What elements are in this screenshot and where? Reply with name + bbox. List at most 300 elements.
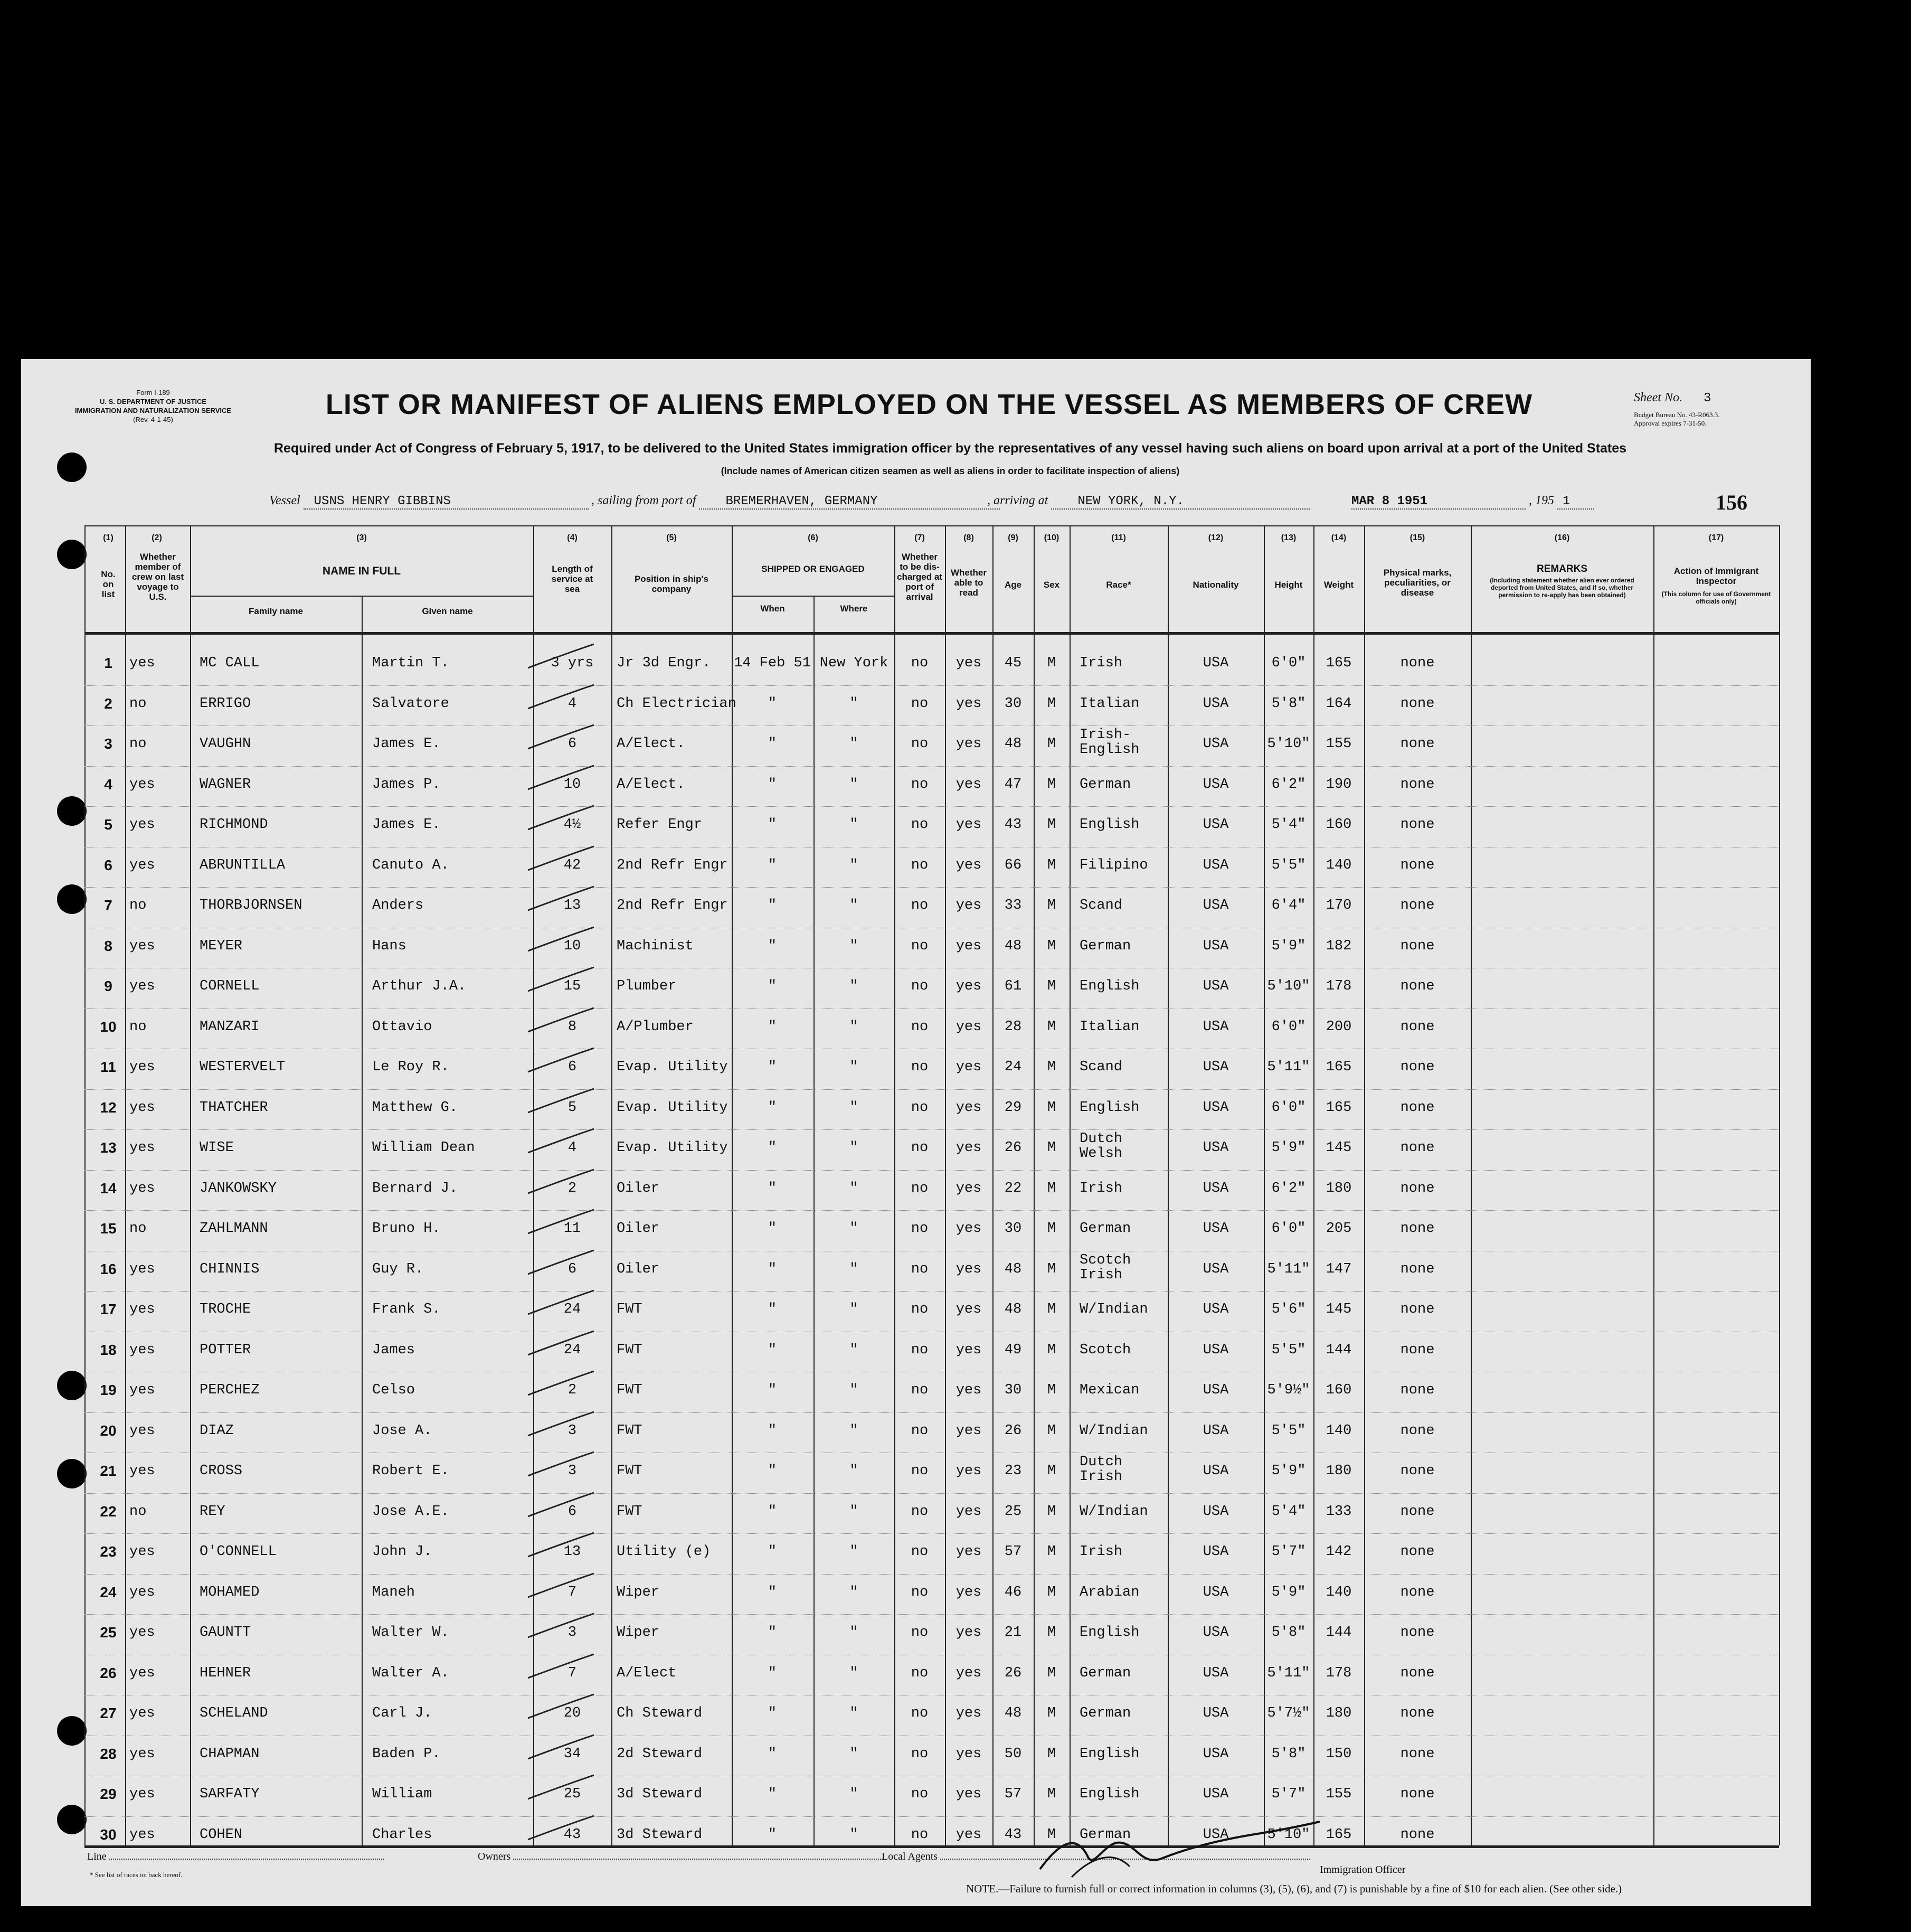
cell-given: Martin T. <box>372 655 449 671</box>
cell-height: 5'8" <box>1271 695 1306 712</box>
cell-family: ABRUNTILLA <box>200 857 286 873</box>
cell-physical: none <box>1400 776 1435 793</box>
punch-hole <box>57 540 87 569</box>
cell-height: 5'9" <box>1271 1140 1306 1156</box>
col-age: Age <box>1004 580 1022 590</box>
check-mark-icon <box>523 1167 597 1199</box>
cell-height: 5'11" <box>1267 1261 1310 1277</box>
cell-position: Utility (e) <box>617 1544 711 1560</box>
cell-where: " <box>849 736 858 752</box>
col-7-num: (7) <box>914 533 925 542</box>
cell-discharged: no <box>911 1705 929 1721</box>
cell-where: " <box>849 1382 858 1398</box>
cell-discharged: no <box>911 898 929 913</box>
cell-read: yes <box>956 1503 982 1520</box>
cell-age: 50 <box>1004 1746 1022 1762</box>
cell-no: 26 <box>100 1664 117 1681</box>
col-nationality: Nationality <box>1193 580 1239 590</box>
col-11-num: (11) <box>1111 533 1126 542</box>
cell-no: 25 <box>100 1624 117 1641</box>
table-row <box>0 930 1911 970</box>
cell-when: " <box>768 1665 777 1681</box>
cell-height: 5'11" <box>1267 1059 1310 1075</box>
check-mark-icon <box>523 925 597 956</box>
cell-when: " <box>768 1059 777 1075</box>
cell-physical: none <box>1400 1544 1435 1560</box>
cell-physical: none <box>1400 1099 1435 1116</box>
cell-sex: M <box>1047 1746 1056 1762</box>
cell-where: " <box>849 1826 858 1843</box>
cell-where: " <box>849 1584 858 1600</box>
cell-given: Jose A.E. <box>372 1503 449 1520</box>
check-mark-icon <box>523 1288 597 1320</box>
cell-discharged: no <box>911 655 929 671</box>
col-17-num: (17) <box>1708 533 1724 542</box>
row-divider <box>84 806 1779 807</box>
table-row <box>0 889 1911 929</box>
cell-service: 8 <box>567 1019 577 1035</box>
cell-read: yes <box>956 1422 982 1439</box>
table-row <box>0 1011 1911 1051</box>
cell-member: yes <box>129 1422 155 1439</box>
cell-family: O'CONNELL <box>200 1544 277 1560</box>
vessel-name: USNS HENRY GIBBINS <box>314 494 451 508</box>
cell-member: yes <box>129 1059 155 1075</box>
penalty-note: NOTE.—Failure to furnish full or correct information in columns (3), (5), (6), and (7) is punishable by a fine of $10 for each alien. (See other side.) <box>966 1882 1622 1895</box>
cell-age: 48 <box>1004 1261 1022 1277</box>
cell-position: FWT <box>617 1503 642 1520</box>
cell-family: CHINNIS <box>200 1261 260 1277</box>
cell-weight: 190 <box>1326 776 1352 793</box>
cell-position: Oiler <box>617 1221 660 1237</box>
cell-where: " <box>849 1099 858 1116</box>
cell-nationality: USA <box>1203 898 1229 913</box>
cell-discharged: no <box>911 1422 929 1439</box>
cell-age: 57 <box>1004 1544 1022 1560</box>
cell-nationality: USA <box>1203 1826 1229 1843</box>
check-mark-icon <box>523 1449 597 1481</box>
cell-nationality: USA <box>1203 1463 1229 1479</box>
cell-service: 5 <box>567 1099 577 1116</box>
cell-read: yes <box>956 1382 982 1398</box>
cell-position: FWT <box>617 1463 642 1479</box>
table-row <box>0 1091 1911 1132</box>
table-row <box>0 970 1911 1010</box>
cell-sex: M <box>1047 1140 1056 1156</box>
cell-height: 5'6" <box>1271 1302 1306 1317</box>
cell-service: 6 <box>567 1503 577 1520</box>
row-divider <box>84 766 1779 767</box>
table-row <box>0 1657 1911 1697</box>
cell-where: " <box>849 1221 858 1237</box>
cell-age: 21 <box>1004 1625 1022 1641</box>
cell-where: " <box>849 817 858 833</box>
cell-given: Bruno H. <box>372 1221 441 1237</box>
cell-discharged: no <box>911 736 929 752</box>
cell-discharged: no <box>911 1019 929 1035</box>
cell-when: " <box>768 1180 777 1196</box>
cell-nationality: USA <box>1203 1140 1229 1156</box>
cell-read: yes <box>956 1625 982 1641</box>
cell-service: 7 <box>567 1584 577 1600</box>
cell-position: A/Elect <box>617 1665 677 1681</box>
cell-when: " <box>768 1382 777 1398</box>
cell-given: Salvatore <box>372 695 449 712</box>
row-divider <box>84 725 1779 726</box>
cell-when: " <box>768 736 777 752</box>
cell-age: 29 <box>1004 1099 1022 1116</box>
cell-sex: M <box>1047 1342 1056 1358</box>
cell-where: " <box>849 857 858 873</box>
row-divider <box>84 1412 1779 1413</box>
cell-sex: M <box>1047 817 1056 833</box>
cell-weight: 133 <box>1326 1503 1352 1520</box>
cell-read: yes <box>956 655 982 671</box>
cell-discharged: no <box>911 1665 929 1681</box>
cell-age: 48 <box>1004 1705 1022 1721</box>
cell-service: 13 <box>563 1544 581 1560</box>
cell-position: 3d Steward <box>617 1826 703 1843</box>
cell-family: THORBJORNSEN <box>200 898 302 913</box>
cell-physical: none <box>1400 1059 1435 1075</box>
col-action: Action of Immigrant Inspector <box>1673 566 1759 586</box>
cell-race: English <box>1080 978 1140 994</box>
cell-where: " <box>849 1302 858 1317</box>
cell-discharged: no <box>911 776 929 793</box>
footer-local-agents-label: Local Agents <box>882 1851 938 1862</box>
cell-member: yes <box>129 1625 155 1641</box>
cell-position: FWT <box>617 1302 642 1317</box>
cell-read: yes <box>956 1302 982 1317</box>
check-mark-icon <box>523 884 597 916</box>
cell-family: DIAZ <box>200 1422 234 1439</box>
check-mark-icon <box>523 1005 597 1037</box>
cell-height: 5'4" <box>1271 817 1306 833</box>
col-10-num: (10) <box>1044 533 1059 542</box>
cell-position: FWT <box>617 1382 642 1398</box>
col-2-num: (2) <box>152 533 162 542</box>
cell-race: English <box>1080 1625 1140 1641</box>
cell-age: 26 <box>1004 1665 1022 1681</box>
row-divider <box>84 1816 1779 1817</box>
cell-when: " <box>768 1705 777 1721</box>
cell-race: English <box>1080 817 1140 833</box>
cell-no: 2 <box>104 695 112 712</box>
col-12-num: (12) <box>1208 533 1224 542</box>
cell-race: English <box>1080 1099 1140 1116</box>
cell-where: " <box>849 1140 858 1156</box>
cell-physical: none <box>1400 1342 1435 1358</box>
cell-service: 6 <box>567 1261 577 1277</box>
check-mark-icon <box>523 763 597 795</box>
footer-owners <box>478 1851 883 1863</box>
cell-discharged: no <box>911 1302 929 1317</box>
cell-when: " <box>768 1140 777 1156</box>
cell-where: " <box>849 1625 858 1641</box>
cell-race: English <box>1080 1786 1140 1802</box>
table-row <box>0 768 1911 808</box>
cell-when: " <box>768 978 777 994</box>
cell-member: yes <box>129 857 155 873</box>
year-value: 1 <box>1563 494 1571 508</box>
cell-when: " <box>768 1463 777 1479</box>
cell-family: MOHAMED <box>200 1584 260 1600</box>
table-row <box>0 1495 1911 1535</box>
cell-sex: M <box>1047 1665 1056 1681</box>
cell-weight: 178 <box>1326 1665 1352 1681</box>
cell-height: 6'2" <box>1271 776 1306 793</box>
cell-age: 30 <box>1004 1221 1022 1237</box>
cell-height: 6'0" <box>1271 1099 1306 1116</box>
cell-age: 43 <box>1004 1826 1022 1843</box>
cell-when: " <box>768 1422 777 1439</box>
cell-race: German <box>1080 1221 1131 1237</box>
punch-hole <box>57 453 87 482</box>
cell-sex: M <box>1047 857 1056 873</box>
table-row <box>0 1172 1911 1212</box>
cell-member: no <box>129 1221 147 1237</box>
cell-position: FWT <box>617 1342 642 1358</box>
col-height: Height <box>1274 580 1303 590</box>
form-number: Form I-189 <box>136 389 170 397</box>
check-mark-icon <box>523 1692 597 1723</box>
cell-race: Scand <box>1080 898 1123 913</box>
cell-discharged: no <box>911 1382 929 1398</box>
cell-member: no <box>129 898 147 913</box>
cell-no: 19 <box>100 1382 117 1398</box>
check-mark-icon <box>523 803 597 835</box>
cell-weight: 160 <box>1326 1382 1352 1398</box>
department: U. S. DEPARTMENT OF JUSTICE <box>100 398 206 406</box>
cell-race: Dutch Welsh <box>1080 1131 1123 1162</box>
page-title: LIST OR MANIFEST OF ALIENS EMPLOYED ON THE VESSEL AS MEMBERS OF CREW <box>325 389 1533 420</box>
cell-given: Anders <box>372 898 424 913</box>
cell-discharged: no <box>911 817 929 833</box>
header-bottom-border <box>84 632 1779 635</box>
cell-position: Wiper <box>617 1625 660 1641</box>
cell-age: 30 <box>1004 1382 1022 1398</box>
footer-owners-label: Owners <box>478 1851 511 1862</box>
cell-service: 2 <box>567 1180 577 1196</box>
col-race: Race* <box>1106 580 1131 590</box>
cell-weight: 140 <box>1326 1584 1352 1600</box>
cell-sex: M <box>1047 1544 1056 1560</box>
cell-position: Evap. Utility <box>617 1059 728 1075</box>
cell-weight: 182 <box>1326 938 1352 954</box>
cell-member: yes <box>129 938 155 954</box>
check-mark-icon <box>523 642 597 673</box>
cell-discharged: no <box>911 1059 929 1075</box>
row-divider <box>84 1089 1779 1090</box>
cell-race: Scand <box>1080 1059 1123 1075</box>
cell-nationality: USA <box>1203 1261 1229 1277</box>
cell-weight: 140 <box>1326 1422 1352 1439</box>
arrival-port: NEW YORK, N.Y. <box>1077 494 1184 508</box>
cell-no: 11 <box>100 1059 116 1075</box>
check-mark-icon <box>523 844 597 875</box>
cell-service: 2 <box>567 1382 577 1398</box>
cell-discharged: no <box>911 1544 929 1560</box>
sheet-value: 3 <box>1703 391 1711 406</box>
cell-where: " <box>849 1463 858 1479</box>
cell-sex: M <box>1047 1786 1056 1802</box>
col-no-on-list: No. on list <box>101 569 116 599</box>
row-divider <box>84 1574 1779 1575</box>
col-14-num: (14) <box>1331 533 1347 542</box>
budget-info <box>1634 411 1719 428</box>
cell-read: yes <box>956 1261 982 1277</box>
cell-when: " <box>768 1099 777 1116</box>
cell-age: 26 <box>1004 1140 1022 1156</box>
cell-member: yes <box>129 1302 155 1317</box>
cell-member: yes <box>129 1705 155 1721</box>
col-name-in-full: NAME IN FULL <box>322 565 401 577</box>
cell-discharged: no <box>911 857 929 873</box>
check-mark-icon <box>523 1652 597 1683</box>
cell-race: Scotch Irish <box>1080 1252 1131 1283</box>
cell-sex: M <box>1047 1059 1056 1075</box>
col-remarks-note: (Including statement whether alien ever ordered deported from United States, and if so, whether permission to re-apply has been obtained) <box>1490 577 1634 599</box>
cell-when: " <box>768 1261 777 1277</box>
table-row <box>0 647 1911 687</box>
cell-family: TROCHE <box>200 1302 251 1317</box>
cell-service: 15 <box>563 978 581 994</box>
cell-family: HEHNER <box>200 1665 251 1681</box>
cell-family: WAGNER <box>200 776 251 793</box>
cell-weight: 200 <box>1326 1019 1352 1035</box>
cell-no: 20 <box>100 1422 117 1439</box>
cell-service: 3 <box>567 1422 577 1439</box>
cell-discharged: no <box>911 1261 929 1277</box>
cell-service: 10 <box>563 938 581 954</box>
cell-weight: 160 <box>1326 817 1352 833</box>
check-mark-icon <box>523 1248 597 1279</box>
form-header <box>74 388 232 424</box>
cell-read: yes <box>956 695 982 712</box>
cell-weight: 142 <box>1326 1544 1352 1560</box>
cell-family: WISE <box>200 1140 234 1156</box>
cell-sex: M <box>1047 1302 1056 1317</box>
grid-hline <box>190 596 533 597</box>
cell-age: 66 <box>1004 857 1022 873</box>
cell-physical: none <box>1400 978 1435 994</box>
cell-family: WESTERVELT <box>200 1059 286 1075</box>
cell-height: 5'11" <box>1267 1665 1310 1681</box>
check-mark-icon <box>523 1086 597 1118</box>
vessel-line <box>269 494 589 515</box>
cell-nationality: USA <box>1203 1786 1229 1802</box>
cell-position: Ch Steward <box>617 1705 703 1721</box>
cell-when: " <box>768 938 777 954</box>
cell-given: James <box>372 1342 415 1358</box>
col-position: Position in ship's company <box>634 574 709 594</box>
cell-position: Oiler <box>617 1180 660 1196</box>
cell-nationality: USA <box>1203 938 1229 954</box>
cell-race: Irish- English <box>1080 727 1140 758</box>
col-15-num: (15) <box>1409 533 1425 542</box>
cell-sex: M <box>1047 898 1056 913</box>
col-when: When <box>760 604 785 614</box>
cell-family: ZAHLMANN <box>200 1221 268 1237</box>
revision: (Rev. 4-1-45) <box>133 416 173 423</box>
row-divider <box>84 1614 1779 1615</box>
cell-given: James P. <box>372 776 441 793</box>
date-stamp: MAR 8 1951 <box>1351 494 1428 508</box>
cell-no: 17 <box>100 1301 117 1317</box>
col-action-note: (This column for use of Government officials only) <box>1661 590 1771 605</box>
check-mark-icon <box>523 1773 597 1804</box>
cell-nationality: USA <box>1203 1382 1229 1398</box>
cell-race: Irish <box>1080 1544 1123 1560</box>
cell-weight: 180 <box>1326 1705 1352 1721</box>
cell-member: yes <box>129 776 155 793</box>
footer-line-label: Line <box>87 1851 107 1862</box>
cell-read: yes <box>956 736 982 752</box>
cell-nationality: USA <box>1203 1746 1229 1762</box>
cell-height: 6'0" <box>1271 655 1306 671</box>
cell-height: 6'0" <box>1271 1019 1306 1035</box>
cell-nationality: USA <box>1203 1342 1229 1358</box>
col-remarks: REMARKS <box>1536 563 1588 574</box>
cell-when: " <box>768 817 777 833</box>
cell-weight: 165 <box>1326 1059 1352 1075</box>
cell-age: 48 <box>1004 938 1022 954</box>
service: IMMIGRATION AND NATURALIZATION SERVICE <box>74 407 232 414</box>
cell-height: 5'5" <box>1271 857 1306 873</box>
cell-family: RICHMOND <box>200 817 268 833</box>
col-weight: Weight <box>1323 580 1354 590</box>
cell-nationality: USA <box>1203 1625 1229 1641</box>
cell-where: " <box>849 1342 858 1358</box>
cell-age: 45 <box>1004 655 1022 671</box>
cell-discharged: no <box>911 938 929 954</box>
cell-race: Filipino <box>1080 857 1148 873</box>
cell-given: Frank S. <box>372 1302 441 1317</box>
cell-weight: 140 <box>1326 857 1352 873</box>
table-top-border <box>84 525 1779 526</box>
cell-physical: none <box>1400 1665 1435 1681</box>
cell-physical: none <box>1400 736 1435 752</box>
row-divider <box>84 1129 1779 1130</box>
cell-member: yes <box>129 1099 155 1116</box>
cell-weight: 155 <box>1326 736 1352 752</box>
cell-position: Machinist <box>617 938 694 954</box>
cell-read: yes <box>956 1059 982 1075</box>
cell-where: " <box>849 776 858 793</box>
cell-weight: 180 <box>1326 1463 1352 1479</box>
cell-given: Maneh <box>372 1584 415 1600</box>
cell-physical: none <box>1400 1422 1435 1439</box>
cell-service: 20 <box>563 1705 581 1721</box>
cell-physical: none <box>1400 857 1435 873</box>
table-row <box>0 1455 1911 1495</box>
cell-no: 5 <box>104 816 112 833</box>
arriving-at <box>987 494 1310 515</box>
cell-nationality: USA <box>1203 978 1229 994</box>
cell-weight: 164 <box>1326 695 1352 712</box>
cell-given: James E. <box>372 817 441 833</box>
sailing-port: BREMERHAVEN, GERMANY <box>725 494 878 508</box>
cell-member: no <box>129 1019 147 1035</box>
cell-where: " <box>849 898 858 913</box>
cell-position: Oiler <box>617 1261 660 1277</box>
cell-nationality: USA <box>1203 776 1229 793</box>
cell-discharged: no <box>911 1221 929 1237</box>
cell-nationality: USA <box>1203 817 1229 833</box>
cell-race: Arabian <box>1080 1584 1140 1600</box>
cell-discharged: no <box>911 978 929 994</box>
cell-position: Evap. Utility <box>617 1099 728 1116</box>
